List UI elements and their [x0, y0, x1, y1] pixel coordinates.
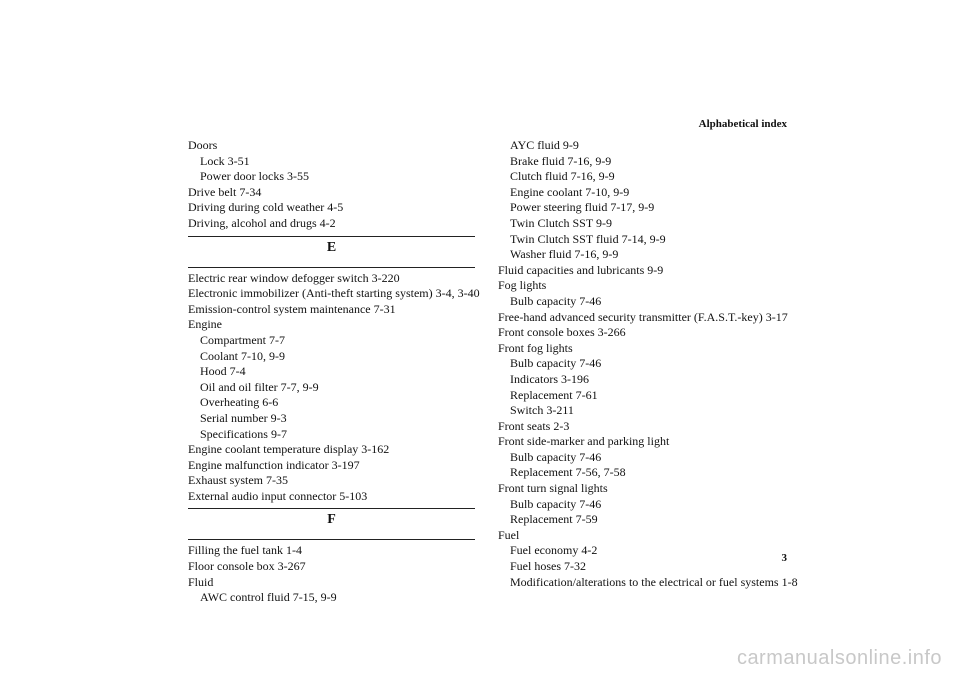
index-entry: Electric rear window defogger switch 3-220	[188, 270, 400, 285]
index-subentry: Twin Clutch SST 9-9	[510, 215, 612, 230]
index-subentry: Replacement 7-59	[510, 512, 598, 527]
index-entry: Front seats 2-3	[498, 418, 570, 433]
index-entry: Fuel	[498, 527, 520, 542]
index-entry: Front console boxes 3-266	[498, 325, 626, 340]
index-entry: Fluid	[188, 574, 214, 589]
section-letter-f: F	[188, 508, 475, 540]
index-subentry: Clutch fluid 7-16, 9-9	[510, 169, 615, 184]
watermark-logo	[0, 647, 960, 670]
index-entry: Free-hand advanced security transmitter (F.A.S.T.-key) 3-17	[498, 309, 788, 324]
index-entry: Engine	[188, 317, 222, 332]
index-entry: Doors	[188, 138, 218, 152]
index-entry: Fluid capacities and lubricants 9-9	[498, 262, 664, 277]
index-subentry: Overheating 6-6	[200, 395, 279, 410]
index-column-right	[498, 138, 798, 590]
index-entry: Exhaust system 7-35	[188, 473, 288, 488]
index-subentry: Power steering fluid 7-17, 9-9	[510, 200, 655, 215]
index-subentry: Brake fluid 7-16, 9-9	[510, 153, 612, 168]
index-column-left	[188, 138, 480, 606]
index-subentry: Washer fluid 7-16, 9-9	[510, 247, 619, 262]
index-entry: Drive belt 7-34	[188, 184, 262, 199]
index-entry: External audio input connector 5-103	[188, 488, 368, 503]
index-subentry: Engine coolant 7-10, 9-9	[510, 184, 630, 199]
index-entry: Electronic immobilizer (Anti-theft starting system) 3-4, 3-40	[188, 286, 480, 301]
index-entry: Front turn signal lights	[498, 481, 608, 496]
index-subentry: Bulb capacity 7-46	[510, 356, 602, 371]
index-entry: Floor console box 3-267	[188, 559, 306, 574]
watermark-text: carmanualsonline.info	[736, 647, 942, 669]
index-entry: Engine coolant temperature display 3-162	[188, 442, 390, 457]
index-subentry: Hood 7-4	[200, 364, 246, 379]
section-letter-e: E	[188, 236, 475, 268]
index-subentry: Bulb capacity 7-46	[510, 449, 602, 464]
index-subentry: Replacement 7-61	[510, 387, 598, 402]
index-subentry: Bulb capacity 7-46	[510, 496, 602, 511]
index-subentry: Lock 3-51	[200, 153, 250, 168]
index-entry: Front fog lights	[498, 340, 573, 355]
index-subentry: Serial number 9-3	[200, 410, 287, 425]
index-entry: Filling the fuel tank 1-4	[188, 543, 302, 558]
index-subentry: Specifications 9-7	[200, 426, 287, 441]
index-entry: Front side-marker and parking light	[498, 434, 670, 449]
index-subentry: Fuel hoses 7-32	[510, 559, 586, 574]
index-subentry: Switch 3-211	[510, 403, 574, 418]
index-entry: Emission-control system maintenance 7-31	[188, 301, 396, 316]
index-subentry: Coolant 7-10, 9-9	[200, 348, 285, 363]
index-entry: Fog lights	[498, 278, 547, 293]
index-entry: Driving, alcohol and drugs 4-2	[188, 215, 336, 230]
index-subentry: Fuel economy 4-2	[510, 543, 598, 558]
index-subentry: Bulb capacity 7-46	[510, 293, 602, 308]
index-subentry: Modification/alterations to the electrical or fuel systems 1-8	[510, 574, 798, 589]
index-subentry: Indicators 3-196	[510, 371, 589, 386]
index-subentry: Oil and oil filter 7-7, 9-9	[200, 379, 319, 394]
index-subentry: Compartment 7-7	[200, 332, 285, 347]
index-subentry: AWC control fluid 7-15, 9-9	[200, 590, 337, 605]
index-entry: Engine malfunction indicator 3-197	[188, 457, 360, 472]
index-subentry: Replacement 7-56, 7-58	[510, 465, 626, 480]
index-subentry: Twin Clutch SST fluid 7-14, 9-9	[510, 231, 666, 246]
index-entry: Driving during cold weather 4-5	[188, 200, 344, 215]
running-header: Alphabetical index	[698, 118, 787, 130]
index-subentry: Power door locks 3-55	[200, 169, 309, 184]
page-number: 3	[781, 552, 787, 564]
index-subentry: AYC fluid 9-9	[510, 138, 579, 152]
